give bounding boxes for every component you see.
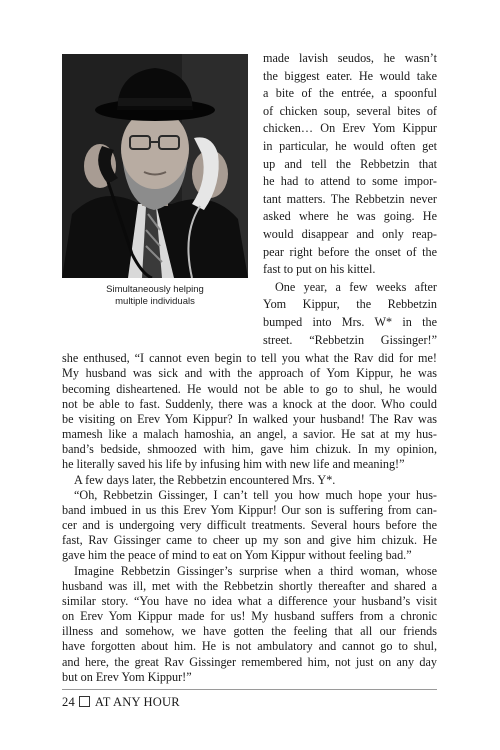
text-line: band’s bedside, shmoozed with him, gave him chizuk. In my opinion, xyxy=(62,442,437,457)
photo-illustration xyxy=(62,54,248,278)
text-line: band imbued in us this Erev Yom Kippur! Our son is suffering from can- xyxy=(62,502,437,517)
text-line: pear right before the onset of the xyxy=(263,244,437,259)
text-line: not be able to fast. Suddenly, there was a knock at the door. Who could xyxy=(62,396,437,411)
photo-caption xyxy=(62,284,248,308)
text-line: she enthused, “I cannot even begin to tell you what the Rav did for me! xyxy=(62,351,437,366)
text-line: similar story. “You have no idea what a difference your husband’s visit xyxy=(62,593,437,608)
text-line: he had to attend to some impor- xyxy=(263,174,437,189)
text-line: a bite of the entrée, a spoonful xyxy=(263,86,437,101)
text-line: up and tell the Rebbetzin that xyxy=(263,156,437,171)
text-line: mamesh like a malach hamoshia, an angel, a savior. He sat at my hus- xyxy=(62,427,437,442)
text-line: of chicken soup, several bites of xyxy=(263,103,437,118)
text-line: Yom Kippur, the Rebbetzin xyxy=(263,297,437,312)
text-line: chicken… On Erev Yom Kippur xyxy=(263,121,437,136)
text-line: husband was ill, met with the Rebbetzin shortly thereafter and shared a xyxy=(62,578,437,593)
text-line: and here, the great Rav Gissinger remembered him, not just on any day xyxy=(62,654,437,669)
text-line: “Oh, Rebbetzin Gissinger, I can’t tell you how much hope your hus- xyxy=(74,487,437,502)
text-line: on Erev Yom Kippur made for us! My husband suffers from a chronic xyxy=(62,609,437,624)
text-line: A few days later, the Rebbetzin encountered Mrs. Y*. xyxy=(74,472,336,487)
text-line: gave him the peace of mind to eat on Yom Kippur without feeling bad.” xyxy=(62,548,412,563)
text-line: street. “Rebbetzin Gissinger!” xyxy=(263,332,437,347)
running-title: AT ANY HOUR xyxy=(94,695,180,709)
text-line: One year, a few weeks after xyxy=(275,279,437,294)
text-line: fast to put on his kittel. xyxy=(263,262,376,277)
text-line: asked where he was going. He xyxy=(263,209,437,224)
text-line: My husband was sick and with the approach of Yom Kippur, he was xyxy=(62,366,437,381)
photo-man-on-phones xyxy=(62,54,248,278)
page-number: 24 xyxy=(62,695,75,709)
running-footer xyxy=(62,694,180,710)
text-line: in particular, he would often get xyxy=(263,139,437,153)
text-line: but on Erev Yom Kippur!” xyxy=(62,669,192,684)
text-line: would disappear and only reap- xyxy=(263,227,437,241)
text-line: made lavish seudos, he wasn’t xyxy=(263,51,437,65)
text-line: becoming disheartened. He would not be able to go to shul, he would xyxy=(62,381,437,396)
text-line: have forgotten about him. He is not ambulatory and cannot go to shul, xyxy=(62,639,437,654)
text-line: he literally saved his life by infusing him with new life and meaning!” xyxy=(62,457,405,472)
footer-rule xyxy=(62,689,437,690)
text-line: illness and somehow, we have gotten the feeling that all our friends xyxy=(62,624,437,639)
caption-line: Simultaneously helping xyxy=(106,284,204,295)
text-line: Imagine Rebbetzin Gissinger’s surprise when a third woman, whose xyxy=(74,563,437,578)
text-line: tant matters. The Rebbetzin never xyxy=(263,191,437,206)
text-line: cer and is undergoing very difficult treatments. Several hours before the xyxy=(62,518,437,533)
square-ornament-icon xyxy=(79,696,90,707)
caption-line: multiple individuals xyxy=(115,296,195,307)
text-line: bumped into Mrs. W* in the xyxy=(263,315,437,329)
text-line: the biggest eater. He would take xyxy=(263,68,437,83)
text-line: be visiting on Erev Yom Kippur? In walked your husband! The Rav was xyxy=(62,411,437,426)
text-line: fast, Rav Gissinger came to cheer up my son and give him chizuk. He xyxy=(62,533,437,548)
